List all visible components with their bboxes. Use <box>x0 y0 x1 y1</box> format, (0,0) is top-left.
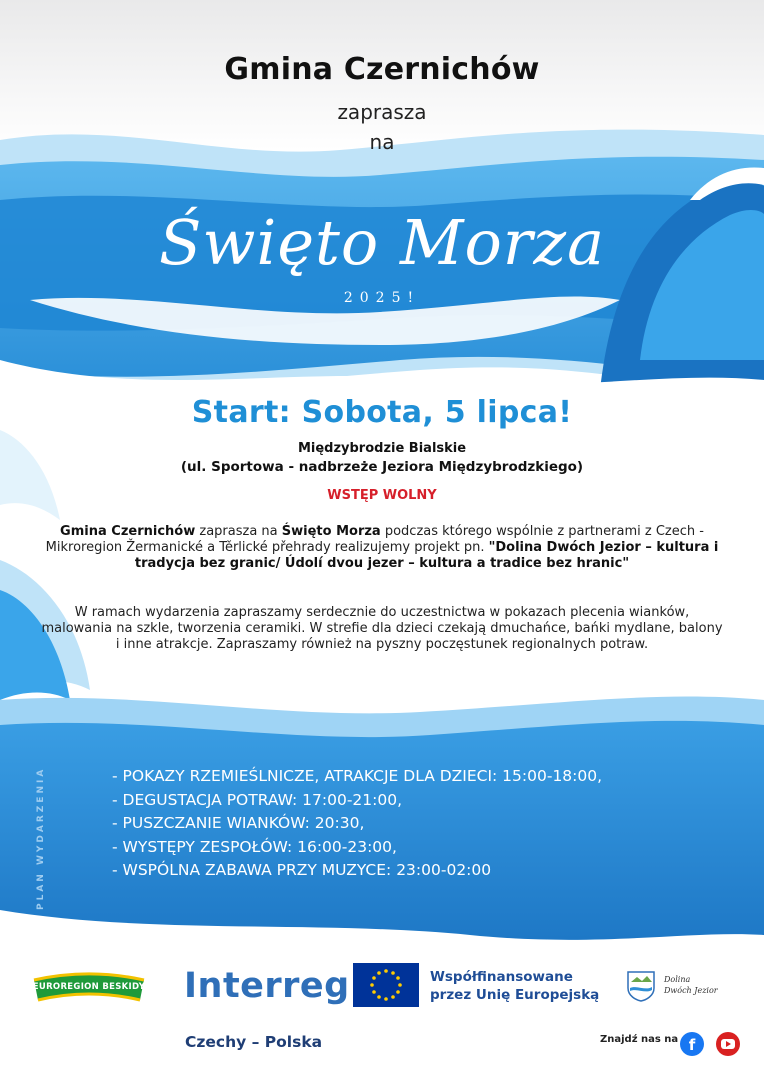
invite-line-1: zaprasza <box>337 100 427 124</box>
social-label: Znajdź nas na <box>600 1034 679 1045</box>
youtube-icon[interactable] <box>716 1032 740 1056</box>
description-event: Święto Morza <box>281 524 381 539</box>
schedule-item: - PUSZCZANIE WIANKÓW: 20:30, <box>112 814 365 832</box>
schedule-item: - POKAZY RZEMIEŚLNICZE, ATRAKCJE DLA DZIECI: 15:00-18:00, <box>112 767 603 785</box>
invite-line-2: na <box>369 130 395 154</box>
youtube-play-icon <box>726 1041 731 1047</box>
description-paragraph-2: W ramach wydarzenia zapraszamy serdecznie do uczestnictwa w pokazach plecenia wianków, malowania na szkle, tworzenia ceramiki. W strefie dla dzieci czekają dmuchańce, bańki mydlane, balony i inne atrakcje. Zapraszamy również na pyszny poczęstunek regionalnych potraw. <box>41 605 723 652</box>
euroregion-beskidy-logo <box>30 972 148 1008</box>
eu-flag-icon <box>353 963 419 1007</box>
schedule-item: - WYSTĘPY ZESPOŁÓW: 16:00-23:00, <box>112 837 397 856</box>
event-year: 2025! <box>343 290 421 306</box>
eu-line-1: Współfinansowane <box>430 969 573 985</box>
eu-line-2: przez Unię Europejską <box>430 987 600 1003</box>
dolina-text <box>664 974 718 996</box>
event-title: Święto Morza <box>158 206 606 279</box>
organizer-name: Gmina Czernichów <box>224 52 540 87</box>
location-line-2: (ul. Sportowa - nadbrzeże Jeziora Międzybrodzkiego) <box>180 459 584 475</box>
eu-cofinancing-text <box>430 968 599 1004</box>
dolina-line-1: Dolina <box>664 975 691 984</box>
schedule-item: - DEGUSTACJA POTRAW: 17:00-21:00, <box>112 790 403 809</box>
interreg-logo: Interreg <box>184 966 350 1006</box>
description-org: Gmina Czernichów <box>60 524 196 539</box>
dolina-line-2: Dwóch Jezior <box>664 986 718 995</box>
euroregion-name: EUROREGION BESKIDY <box>32 982 146 992</box>
description-text-1: zaprasza na <box>195 524 282 539</box>
description-project: "Dolina Dwóch Jezior – kultura i tradycja bez granic/ Údolí dvou jezer – kultura a tradice bez hranic" <box>134 540 719 571</box>
schedule-item: - WSPÓLNA ZABAWA PRZY MUZYCE: 23:00-02:00 <box>112 861 492 879</box>
event-start: Start: Sobota, 5 lipca! <box>191 395 573 430</box>
countries-label: Czechy – Polska <box>185 1033 323 1051</box>
description-paragraph-1 <box>40 524 724 572</box>
facebook-icon[interactable]: f <box>680 1032 704 1056</box>
entry-info: WSTĘP WOLNY <box>327 488 437 503</box>
schedule-label: PLAN WYDARZENIA <box>36 766 46 910</box>
description-text-2: podczas którego wspólnie z partnerami z Czech - Mikroregion Žermanické a Těrlické přehrady realizujemy projekt pn. <box>45 524 704 555</box>
location-line-1: Międzybrodzie Bialskie <box>297 441 467 456</box>
dolina-dwoch-jezior-logo <box>624 968 720 1004</box>
schedule-list <box>112 765 602 883</box>
